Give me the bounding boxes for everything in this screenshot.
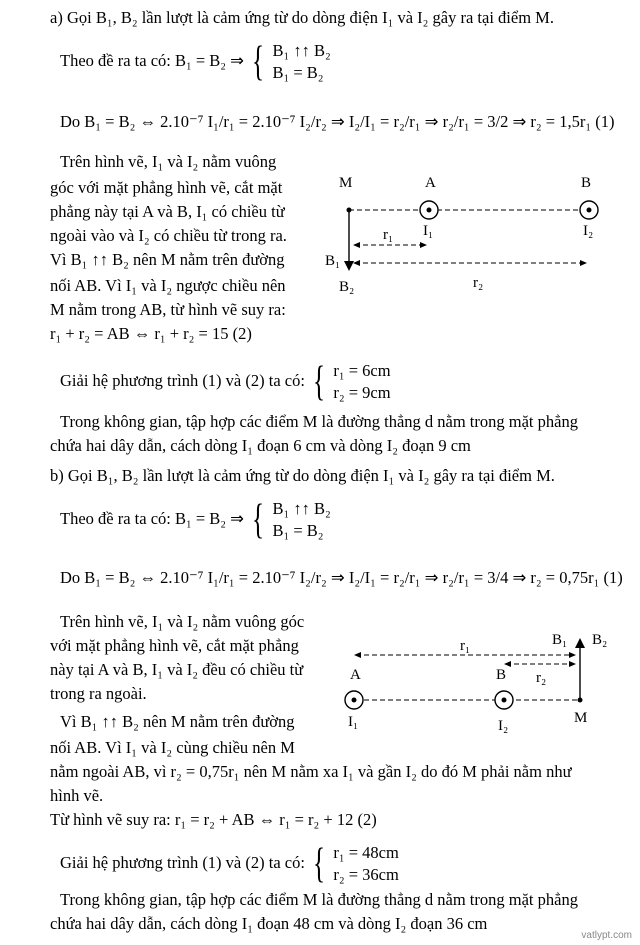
wire-i2-dot-icon xyxy=(502,698,507,703)
part-a-figure xyxy=(325,165,625,305)
label-b: B xyxy=(581,175,592,191)
text-line: nối AB. Vì I₁ và I₂ ngược chiều nên xyxy=(50,276,286,295)
part-a-condition xyxy=(60,40,331,84)
solution-system xyxy=(333,842,398,886)
label-i1: I₁ xyxy=(348,714,359,730)
part-b-condition xyxy=(60,498,331,542)
text-line: góc với mặt phẳng hình vẽ, cắt mặt xyxy=(50,178,283,197)
part-b-condition-system xyxy=(272,498,330,542)
brace-icon: { xyxy=(252,497,265,543)
part-a-conclusion: Trong không gian, tập hợp các điểm M là đường thẳng d nằm trong mặt phẳng xyxy=(60,412,578,431)
part-a-condition-system xyxy=(272,40,330,84)
solve-lead: Giải hệ phương trình (1) và (2) ta có: xyxy=(60,852,305,872)
text-line: Vì B₁ ↑↑ B₂ nên M nằm trên đường xyxy=(50,250,285,269)
solution-line: r₂ = 36cm xyxy=(333,865,399,884)
vector-b-arrowhead-icon xyxy=(575,638,585,648)
part-a-intro: a) Gọi B₁, B₂ lần lượt là cảm ứng từ do dòng điện I₁ và I₂ gây ra tại điểm M. xyxy=(50,8,554,27)
text-line: ngoài vào và I₂ có chiều từ trong ra. xyxy=(50,226,287,245)
solve-lead: Giải hệ phương trình (1) và (2) ta có: xyxy=(60,370,305,390)
label-r2: r₂ xyxy=(473,275,484,291)
label-i2: I₂ xyxy=(583,223,594,239)
label-r2: r₂ xyxy=(536,670,547,686)
wire-i1-dot-icon xyxy=(352,698,357,703)
condition-line: B₁ ↑↑ B₂ xyxy=(272,41,331,60)
condition-line: B₁ = B₂ xyxy=(272,63,324,82)
text-line: Trên hình vẽ, I₁ và I₂ nằm vuông xyxy=(60,152,277,171)
brace-icon: { xyxy=(252,39,265,85)
solution-line: r₁ = 6cm xyxy=(333,361,391,380)
part-b-figure xyxy=(330,622,630,752)
label-m: M xyxy=(339,175,353,191)
text-line: hình vẽ. xyxy=(50,786,104,805)
part-b-equation: Do B₁ = B₂ ⇔ 2.10⁻⁷ I₁/r₁ = 2.10⁻⁷ I₂/r₂ ⇒ I₂/I₁ = r₂/r₁ ⇒ r₂/r₁ = 3/4 ⇒ r₂ = 0,75r₁ (1) xyxy=(60,568,623,587)
solution-line: r₂ = 9cm xyxy=(333,383,391,402)
label-i2: I₂ xyxy=(498,718,509,734)
vector-b-arrowhead-icon xyxy=(344,261,354,271)
label-b2: B₂ xyxy=(592,632,608,648)
watermark: vatlypt.com xyxy=(581,930,632,941)
text-line: M nằm trong AB, từ hình vẽ suy ra: xyxy=(50,300,286,319)
part-a-conclusion: chứa hai dây dẫn, cách dòng I₁ đoạn 6 cm và dòng I₂ đoạn 9 cm xyxy=(50,436,471,455)
text-line: với mặt phẳng hình vẽ, cắt mặt phẳng xyxy=(50,636,299,655)
part-b-conclusion: chứa hai dây dẫn, cách dòng I₁ đoạn 48 cm và dòng I₂ đoạn 36 cm xyxy=(50,914,488,933)
label-r1: r₁ xyxy=(460,638,471,654)
part-a-sum-equation: r₁ + r₂ = AB ⇔ r₁ + r₂ = 15 (2) xyxy=(50,324,252,343)
part-b-intro: b) Gọi B₁, B₂ lần lượt là cảm ứng từ do dòng điện I₁ và I₂ gây ra tại điểm M. xyxy=(50,466,555,485)
solution-line: r₁ = 48cm xyxy=(333,843,399,862)
part-a-solution xyxy=(60,360,391,404)
text-line: Vì B₁ ↑↑ B₂ nên M nằm trên đường xyxy=(60,712,295,731)
label-i1: I₁ xyxy=(423,223,434,239)
brace-icon: { xyxy=(313,841,326,887)
label-b1: B₁ xyxy=(552,632,568,648)
text-line: Trên hình vẽ, I₁ và I₂ nằm vuông góc xyxy=(60,612,305,631)
text-line: này tại A và B, I₁ và I₂ đều có chiều từ xyxy=(50,660,304,679)
part-b-conclusion: Trong không gian, tập hợp các điểm M là đường thẳng d nằm trong mặt phẳng xyxy=(60,890,578,909)
text-line: nối AB. Vì I₁ và I₂ cùng chiều nên M xyxy=(50,738,295,757)
brace-icon: { xyxy=(313,359,326,405)
point-m xyxy=(578,698,583,703)
label-m: M xyxy=(574,710,588,726)
condition-line: B₁ = B₂ xyxy=(272,521,324,540)
text-line: phẳng này tại A và B, I₁ có chiều từ xyxy=(50,202,285,221)
text-line: nằm ngoài AB, vì r₂ = 0,75r₁ nên M nằm xa I₁ và gần I₂ do đó M phải nằm như xyxy=(50,762,572,781)
part-b-condition-lead: Theo đề ra ta có: B₁ = B₂ ⇒ xyxy=(60,508,245,528)
part-a-equation: Do B₁ = B₂ ⇔ 2.10⁻⁷ I₁/r₁ = 2.10⁻⁷ I₂/r₂ ⇒ I₂/I₁ = r₂/r₁ ⇒ r₂/r₁ = 3/2 ⇒ r₂ = 1,5r₁ (1) xyxy=(60,112,615,131)
label-b: B xyxy=(496,667,507,683)
part-b-diff-equation: Từ hình vẽ suy ra: r₁ = r₂ + AB ⇔ r₁ = r₂ + 12 (2) xyxy=(50,810,377,829)
wire-i1-dot-icon xyxy=(427,208,432,213)
part-a-condition-lead: Theo đề ra ta có: B₁ = B₂ ⇒ xyxy=(60,50,245,70)
label-r1: r₁ xyxy=(383,227,394,243)
text-line: trong ra ngoài. xyxy=(50,684,147,703)
label-a: A xyxy=(350,667,361,683)
label-b1: B₁ xyxy=(325,253,341,269)
condition-line: B₁ ↑↑ B₂ xyxy=(272,499,331,518)
solution-system xyxy=(333,360,390,404)
label-a: A xyxy=(425,175,436,191)
part-b-solution xyxy=(60,842,399,886)
label-b2: B₂ xyxy=(339,279,355,295)
wire-i2-dot-icon xyxy=(587,208,592,213)
